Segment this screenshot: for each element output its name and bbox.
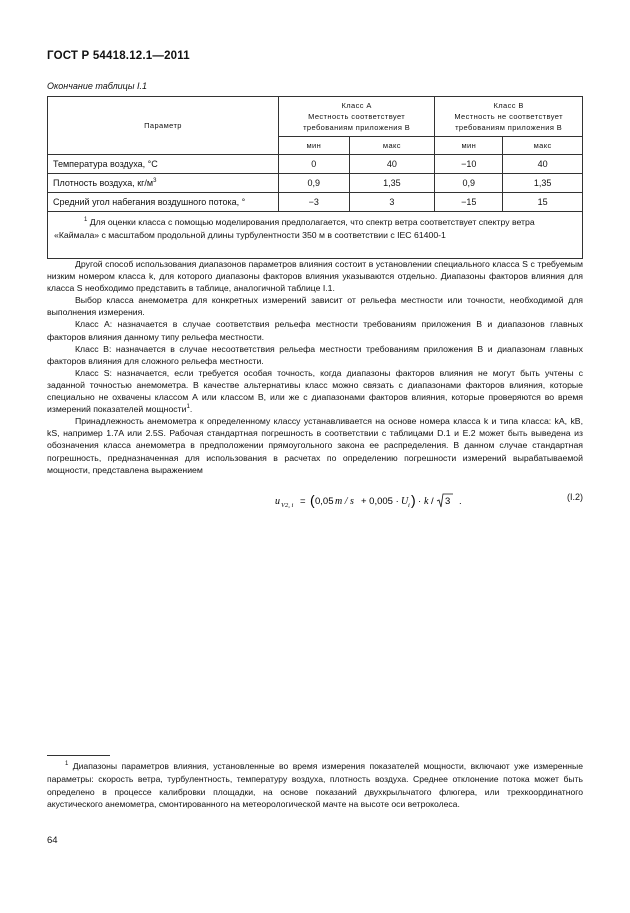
svg-text:+ 0,005 ·: + 0,005 · [361,496,399,507]
row-param: Температура воздуха, °С [48,155,279,174]
paragraph: Выбор класса анемометра для конкретных измерений зависит от рельефа местности или точности, необходимой для выполнения измерения. [47,295,583,318]
row-b-max: 1,35 [503,174,583,193]
body-text [47,258,583,476]
row-a-min: −3 [279,193,350,212]
paragraph: Класс В: назначается в случае несоответствия рельефа местности требованиям приложения В и диапазонам главных факторов влияния для сложного рельефа местности. [47,343,583,366]
svg-text:V2, i: V2, i [281,502,294,509]
svg-text:): ) [411,492,416,508]
row-a-max: 3 [349,193,435,212]
svg-text:/: / [431,496,434,507]
class-b-header [435,97,583,137]
row-b-min: −15 [435,193,503,212]
parameters-table [47,96,583,259]
class-a-title: Класс А [341,101,372,110]
table-footnote: $^1$ Для оценки класса с помощью моделирования предполагается, что спектр ветра соответствует спектру ветра «Каймала» с масштабом продольной длины турбулентности 350 м в соответствии с IEC 61400-1 [48,212,583,259]
formula [275,492,475,510]
class-a-max-header: макс [349,137,435,155]
paragraph: Другой способ использования диапазонов параметров влияния состоит в установлении специального класса S с требуемым низким номером класса k, для которого диапазоны факторов влияния указываются отдельно. Диапазоны факторов влияния для класса S необходимо представить в таблице, аналогичной таблице I.1. [47,259,583,294]
page-footnote: $^1$ Диапазоны параметров влияния, установленные во время измерения показателей мощности, включают уже измеренные параметры: скорость ветра, турбулентность, температуру воздуха, плотность воздуха. Среднее отклонение потока может быть определено в процессе калибровки площадки, на основе показаний двухкрыльчатого флюгера, или трехкоординатного акустического анемометра, смонтированного на метеорологической мачте на высоте оси ветроколеса. [47,761,583,810]
svg-text:i: i [408,502,410,509]
svg-text:.: . [459,496,462,507]
class-a-desc: Местность соответствует требованиям приложения В [303,112,411,132]
class-b-desc: Местность не соответствует требованиям приложения В [454,112,563,132]
row-a-min: 0,9 [279,174,350,193]
table-row [48,174,583,193]
svg-text:3: 3 [445,496,451,507]
paragraph: Класс А: назначается в случае соответствия рельефа местности требованиям приложения В и диапазонов главных факторов влияния данному типу рельефа местности. [47,319,583,342]
row-param: Средний угол набегания воздушного потока, ° [48,193,279,212]
row-b-max: 40 [503,155,583,174]
svg-text:k: k [424,496,429,507]
document-header: ГОСТ Р 54418.12.1—2011 [47,50,190,62]
class-b-min-header: мин [435,137,503,155]
svg-text:m / s: m / s [335,496,354,507]
svg-text:(: ( [310,492,315,508]
class-a-min-header: мин [279,137,350,155]
paragraph: Принадлежность анемометра к определенному классу устанавливается на основе номера класса k и типа класса: kA, kB, kS, например 1.7A или 2.5S. Рабочая стандартная погрешность в соответствии с таблицами D.1 и Е.2 может быть выведена из обозначения класса анемометра в предположении прямоугольного закона ее распределения. В данном случае стандартная погрешность, предназначенная для использования в расчетах по определению погрешности измерений вырабатываемой мощности, представлена выражением [47,416,583,475]
page-number: 64 [47,835,58,846]
row-a-max: 1,35 [349,174,435,193]
formula-number: (I.2) [566,492,583,502]
table-row [48,155,583,174]
paragraph: Класс S: назначается, если требуется особая точность, когда диапазоны факторов влияния не могут быть учтены с заданной точностью анемометра. В качестве альтернативы класс можно связать с диапазонами факторов влияния, которые специально не охвачены классом А или классом В, или же с диапазонами факторов влияния, которые проверяются во время измерений показателей мощности$^1$. [47,367,583,415]
svg-text:·: · [418,496,422,507]
row-b-min: −10 [435,155,503,174]
table-row [48,193,583,212]
row-a-min: 0 [279,155,350,174]
footnote-divider [47,755,110,756]
table-caption: Окончание таблицы I.1 [47,81,147,91]
svg-text:0,05: 0,05 [315,496,334,507]
formula-line [47,492,583,510]
svg-text:u: u [275,496,280,507]
row-b-min: 0,9 [435,174,503,193]
class-b-title: Класс В [493,101,524,110]
row-b-max: 15 [503,193,583,212]
svg-text:U: U [401,496,409,507]
class-a-header [279,97,435,137]
param-column-header: Параметр [48,97,279,155]
row-a-max: 40 [349,155,435,174]
svg-text:=: = [300,496,306,507]
class-b-max-header: макс [503,137,583,155]
row-param: Плотность воздуха, $кг/м^3$ [48,174,279,193]
